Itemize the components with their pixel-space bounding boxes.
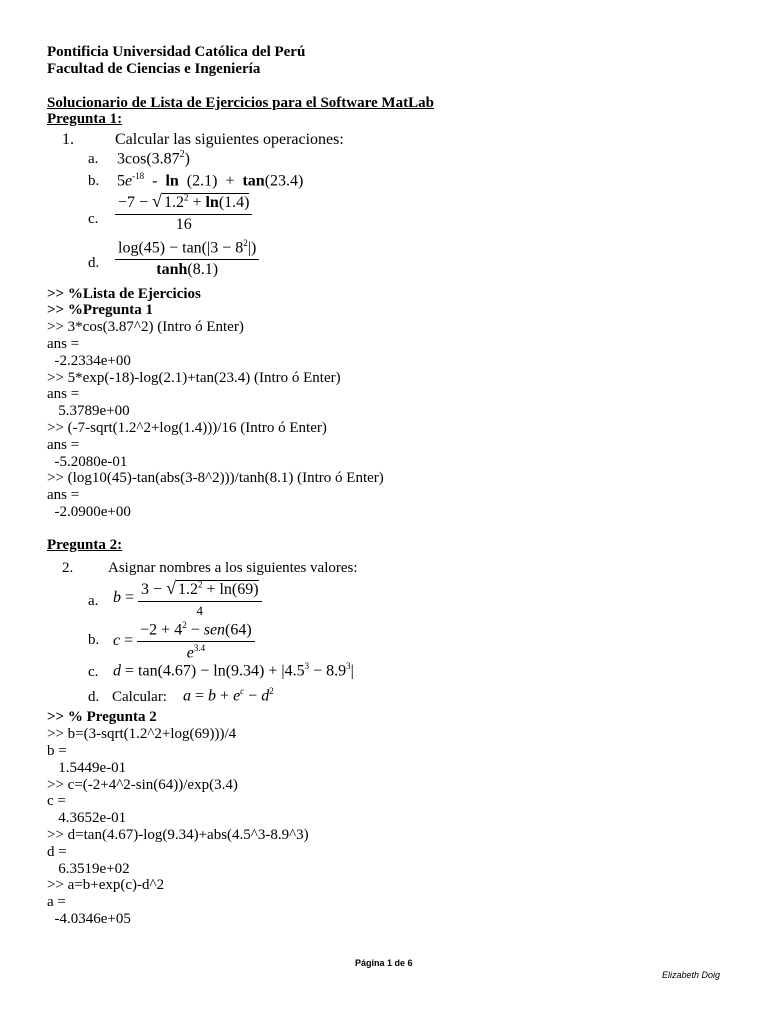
q1-session-line: >> %Lista de Ejercicios (47, 286, 201, 302)
q2-session-line: 4.3652e-01 (47, 810, 127, 826)
q2-formula-c: $d = \tan(4.67) - \ln(9.34) + |4.5^3 - 8.9^3|$ (113, 661, 354, 680)
university-name: Pontificia Universidad Católica del Perú (47, 44, 306, 60)
q2-formula-a: b = $\frac{3 - √ 1.2^2 + \ln(69)}{4}$ (113, 578, 262, 619)
q1-number: 1. (62, 131, 74, 148)
q1-statement: Calcular las siguientes operaciones: (115, 131, 344, 148)
q2-formula-b: c = $\frac{-2 + 4^2 - sen(64)}{e^{3.4}}$ (113, 620, 255, 663)
q1-label-d: d. (88, 255, 100, 271)
q2-session-line: 1.5449e-01 (47, 760, 127, 776)
q2-calc-label: Calcular: (112, 689, 167, 705)
q1-heading: Pregunta 1: (47, 111, 123, 127)
q1-session-line: >> (-7-sqrt(1.2^2+log(1.4)))/16 (Intro ó Enter) (47, 420, 327, 436)
q2-session-line: 6.3519e+02 (47, 861, 130, 877)
q2-statement: Asignar nombres a los siguientes valores: (108, 560, 358, 576)
q1-session-line: ans = (47, 437, 80, 453)
q2-session-line: c = (47, 793, 66, 809)
q1-session-line: -2.0900e+00 (47, 504, 131, 520)
document-title: Solucionario de Lista de Ejercicios para el Software MatLab (47, 95, 434, 111)
q1-formula-b: $5e^{-18} - \ln (2.1) + \tan(23.4)$ (117, 171, 304, 190)
q2-session-line: >> % Pregunta 2 (47, 709, 157, 725)
q1-session-line: >> 3*cos(3.87^2) (Intro ó Enter) (47, 319, 244, 335)
q1-formula-c: $\frac{-7 - √ 1.2^2 + \ln(1.4)}{16}$ (115, 191, 252, 234)
q2-session-line: >> a=b+exp(c)-d^2 (47, 877, 165, 893)
q1-session-line: ans = (47, 336, 80, 352)
q2-session-line: a = (47, 894, 66, 910)
q1-label-a: a. (88, 151, 99, 167)
faculty-name: Facultad de Ciencias e Ingeniería (47, 61, 261, 77)
q1-session-line: >> %Pregunta 1 (47, 302, 153, 318)
q2-formula-d: $a = b + e^c - d^2$ (183, 686, 274, 705)
q1-session-line: 5.3789e+00 (47, 403, 130, 419)
page-number: Página 1 de 6 (355, 958, 413, 968)
author-name: Elizabeth Doig (662, 970, 721, 980)
q2-session-line: >> b=(3-sqrt(1.2^2+log(69)))/4 (47, 726, 237, 742)
q2-label-a: a. (88, 593, 99, 609)
q1-session-line: ans = (47, 487, 80, 503)
q1-formula-d: $\frac{\log(45) - \tan(|3 - 8^2|)}{\tanh(8.1)}$ (115, 238, 259, 279)
q2-session-line: -4.0346e+05 (47, 911, 131, 927)
q1-session-line: -5.2080e-01 (47, 454, 128, 470)
q1-label-c: c. (88, 211, 99, 227)
q2-label-c: c. (88, 664, 99, 680)
q2-session-line: >> d=tan(4.67)-log(9.34)+abs(4.5^3-8.9^3) (47, 827, 309, 843)
q2-label-d: d. (88, 689, 100, 705)
q1-session-line: -2.2334e+00 (47, 353, 131, 369)
q2-session-line: b = (47, 743, 67, 759)
q1-session-line: >> 5*exp(-18)-log(2.1)+tan(23.4) (Intro ó Enter) (47, 370, 341, 386)
q1-label-b: b. (88, 173, 100, 189)
q1-formula-a: 3cos(3.87$^2$) (117, 149, 190, 168)
q1-session-line: >> (log10(45)-tan(abs(3-8^2)))/tanh(8.1) (Intro ó Enter) (47, 470, 384, 486)
q2-label-b: b. (88, 632, 100, 648)
q2-session-line: >> c=(-2+4^2-sin(64))/exp(3.4) (47, 777, 238, 793)
q2-session-line: d = (47, 844, 67, 860)
q1-session-line: ans = (47, 386, 80, 402)
q2-heading: Pregunta 2: (47, 537, 123, 553)
q2-number: 2. (62, 560, 74, 576)
